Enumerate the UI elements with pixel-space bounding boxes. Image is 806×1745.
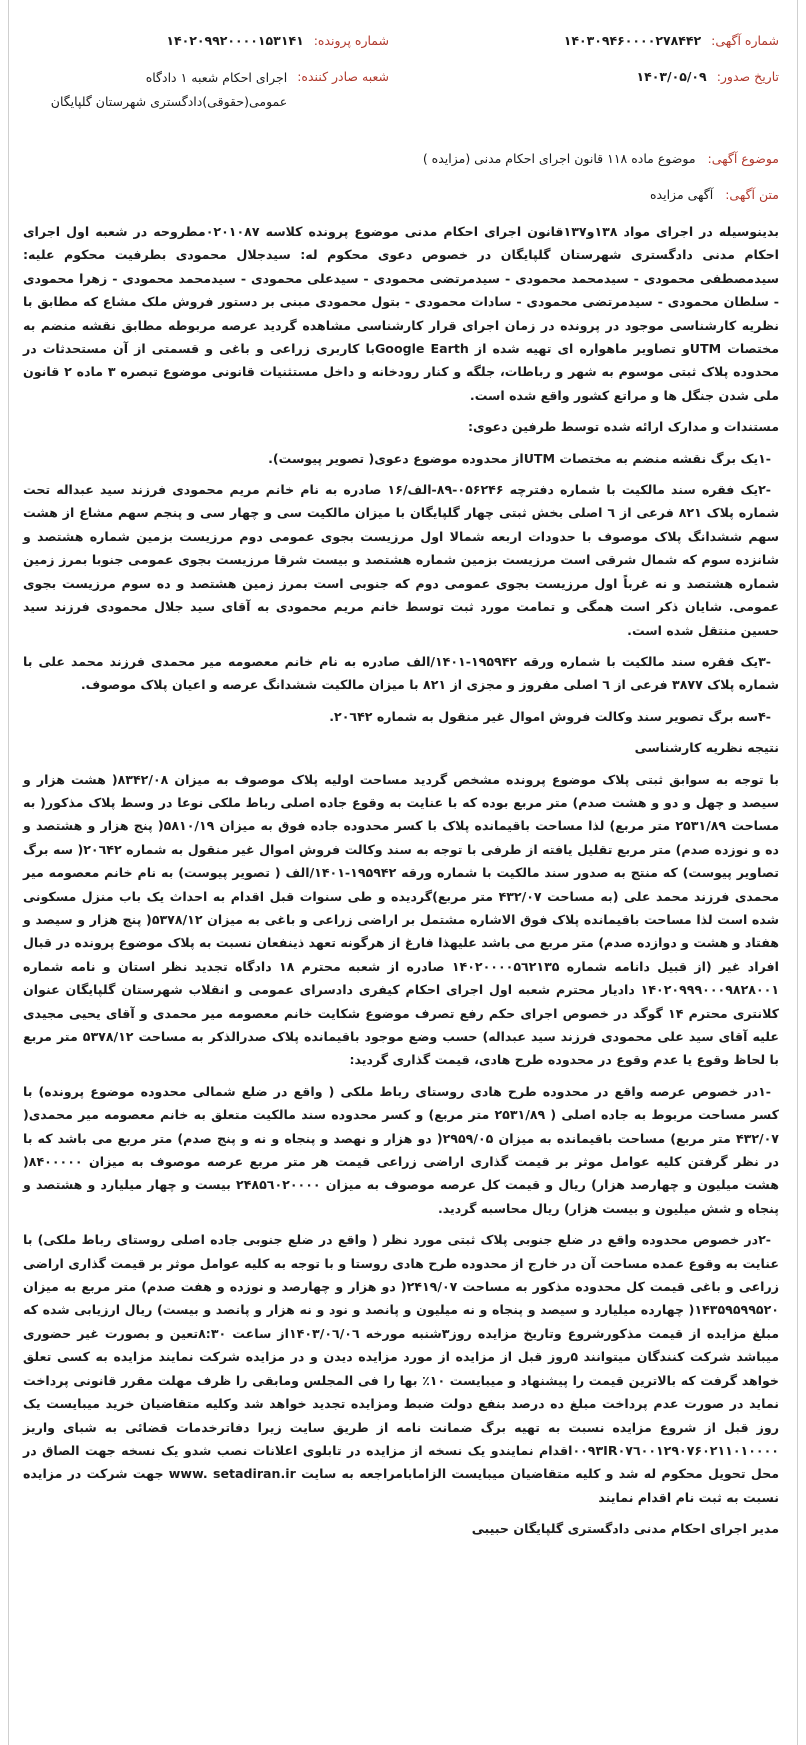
text-title-label: متن آگهی:	[725, 187, 779, 202]
text-title-value: آگهی مزایده	[650, 187, 714, 202]
doc-item-1: -۱یک برگ نقشه منضم به مختصات UTMاز محدوده موضوع دعوی( تصویر پیوست).	[268, 450, 771, 466]
ad-number-value: ۱۴۰۳۰۹۴۶۰۰۰۰۲۷۸۴۴۲	[563, 33, 702, 48]
issuing-branch-cell	[7, 66, 389, 114]
expert-text: با توجه به سوابق ثبتی پلاک موضوع پرونده مشخص گردید مساحت اولیه پلاک موصوف به میزان ۸۳۴۲/۰۸( هشت هزار و سیصد و چهل و دو و هشت صدم) متر مربع بوده که با عنایت به وقوع جاده اصلی رباط ملکی نوعا در وسط پلاک مذکور( به مساحت ۲۵۳۱/۸۹ متر مربع) لذا مساحت باقیمانده پلاک با کسر محدوده جاده فوق به میزان ۵۸۱۰/۱۹( پنج هزار و هشتصد و ده و نوزده صدم) متر مربع تقلیل یافته از طرفی با توجه به سند وکالت فروش اموال غیر منقول به شماره ۲۰٦۴۲( سه برگ تصاویر پیوست) که منتج به صدور سند مالکیت با شماره ورقه ۱۹۵۹۴۲-۱۴۰۱/الف ( تصویر پیوست) به نام خانم معصومه میر محمدی فرزند محمد علی (به مساحت ۴۳۲/۰۷ متر مربع)گردیده و طی سنوات قبل اقدام به احداث یک باب منزل مسکونی شده است لذا مساحت باقیمانده پلاک فوق الاشاره مشتمل بر اراضی زراعی و باغی به میزان ۵۳۷۸/۱۲( پنج هزار و سیصد و هفتاد و هشت و دوازده صدم) متر مربع می باشد علیهذا فارغ از هرگونه تعهد ذینفعان نسبت به پلاک موضوع پرونده در قبال افراد غیر (از قبیل دانامه شماره ۱۴۰۲۰۰۰۰۵٦۲۱۳۵ صادره از شعبه محترم ۱۸ دادگاه تجدید نظر استان و نامه شماره ۱۴۰۲۰۹۹۹۰۰۰۹۸۲۸۰۰۱ دادیار محترم شعبه اول اجرای احکام کیفری دادسرای عمومی و انقلاب شهرستان گلپایگان عنوان کلانتری محترم ۱۴ گوگد در خصوص اجرای حکم رفع تصرف موضوع شکایت خانم معصومه میر محمدی و آقای یحیی مجیدی علیه آقای سید علی محمودی فرزند سید عبداله) حسب وضع موجود باقیمانده پلاک صدرالذکر به مساحت ۵۳۷۸/۱۲ متر مربع با لحاظ وقوع یا عدم وقوع در محدوده طرح هادی، قیمت گذاری گردید:	[23, 771, 780, 1068]
issuing-branch-label: شعبه صادر کننده:	[297, 69, 389, 84]
case-number-cell	[23, 30, 389, 52]
subject-row	[23, 148, 779, 170]
case-number-value: ۱۴۰۲۰۹۹۲۰۰۰۰۱۵۳۱۴۱	[166, 33, 304, 48]
text-title-row	[23, 184, 779, 206]
notice-page	[8, 0, 798, 1745]
header-row-1	[23, 30, 779, 56]
issue-date-label: تاریخ صدور:	[716, 69, 779, 84]
case-number-label: شماره پرونده:	[313, 33, 389, 48]
ad-number-cell	[389, 30, 779, 52]
issue-date-value: ۱۴۰۳/۰۵/۰۹	[636, 69, 707, 84]
issuing-branch-value: اجرای احکام شعبه ۱ دادگاه عمومی(حقوقی)دادگستری شهرستان گلپایگان	[50, 70, 288, 109]
doc-item-2: -۲یک فقره سند مالکیت با شماره دفترچه ۰۵۶۲۴۶-۸۹-الف/۱۶ صادره به نام خانم مریم محمودی فرزند سید عبداله تحت شماره پلاک ۸۲۱ فرعی از ٦ اصلی بخش ثبتی چهار گلپایگان با میزان مالکیت سی و چهار سی و پنجم سهم مشاع از هشت سهم ششدانگ پلاک موصوف با حدودات اربعه شمالا اول مرزیست بجوی عمومی دوم مرزیست بزمین شماره هشتصد و شانزده سوم که شمال شرقی است مرزیست بزمین شماره هشتصد و بیست شرقا مرزیست بجوی عمومی جنوبا بمرز زمین شماره هشتصد و نه غرباً اول مرزیست بجوی عمومی دوم که جنوبی است بمرز زمین هشتصد و ده سوم مرزیست بجوی عمومی. شایان ذکر است همگی و تمامت مورد ثبت توسط خانم مریم محمودی به آقای سید جلال محمودی فرزند سید حسین منتقل شده است.	[23, 482, 780, 638]
body-intro: بدینوسیله در اجرای مواد ۱۳۸و۱۳۷قانون اجرای احکام مدنی موضوع پرونده کلاسه ۰۲۰۱۰۸۷مطروحه در شعبه اول اجرای احکام مدنی دادگستری شهرستان گلپایگان در خصوص دعوی محکوم له: سیدجلال محمودی بطرفیت محکوم علیه: سیدمصطفی محمودی - سیدمحمد محمودی - سیدمرتضی محمودی - سیدعلی محمودی - سیدمحمد محمودی - زهرا محمودی - سلطان محمودی - سیدمرتضی محمودی - سادات محمودی - بتول محمودی مبنی بر دستور فروش ملک مشاع که مطابق با نظریه کارشناسی موجود در پرونده در زمان اجرای قرار کارشناسی مشاهده گردید عرصه مربوطه مطابق نقشه منضم به مختصات UTMو تصاویر ماهواره ای تهیه شده از Google Earthبا کاربری زراعی و باغی و قسمتی از آن مستحدثات در محدوده پلاک ثبتی موسوم به شهر و رباطات، جلگه و کنار رودخانه و داخل مستثنیات قانونی موضوع تبصره ۳ ماده ۲ قانون ملی شدن جنگل ها و مراتع کشور واقع شده است.	[23, 224, 780, 403]
ad-number-label: شماره آگهی:	[711, 33, 779, 48]
subject-label: موضوع آگهی:	[707, 151, 779, 166]
doc-item-4: -۴سه برگ تصویر سند وکالت فروش اموال غیر منقول به شماره ۲۰٦۴۲.	[329, 708, 771, 724]
pricing-item-1: -۱در خصوص عرصه واقع در محدوده طرح هادی روستای رباط ملکی ( واقع در ضلع شمالی محدوده موضوع پرونده) با کسر مساحت مربوط به جاده اصلی ( ۲۵۳۱/۸۹ متر مربع) و کسر محدوده سند مالکیت متعلق به خانم معصومه میر محمدی( ۴۳۲/۰۷ متر مربع) مساحت باقیمانده به میزان ۲۹۵۹/۰۵( دو هزار و نهصد و پنجاه و نه و پنج صدم) متر مربع می باشد که با در نظر گرفتن کلیه عوامل موثر بر قیمت گذاری اراضی زراعی قیمت هر متر مربع عرصه موصوف به میزان ۸۴۰۰۰۰۰( هشت میلیون و چهارصد هزار) ریال و قیمت کل عرصه موصوف به میزان ۲۴۸۵٦۰۲۰۰۰۰ بیست و چهار میلیارد و هشتصد و پنجاه و شش میلیون و بیست هزار) ریال محاسبه گردید.	[23, 1083, 779, 1216]
notice-body	[23, 220, 779, 1541]
subject-value: موضوع ماده ۱۱۸ قانون اجرای احکام مدنی (مزایده )	[422, 151, 696, 166]
issue-date-cell	[389, 66, 779, 88]
doc-item-3: -۳یک فقره سند مالکیت با شماره ورقه ۱۹۵۹۴۲-۱۴۰۱/الف صادره به نام خانم معصومه میر محمدی فرزند محمد علی با شماره پلاک ۳۸۷۷ فرعی از ٦ اصلی مفروز و مجزی از ۸۲۱ با میزان مالکیت ششدانگ عرصه و اعیان پلاک موصوف.	[23, 653, 779, 693]
header-row-2	[23, 66, 779, 114]
expert-heading: نتیجه نظریه کارشناسی	[634, 740, 779, 756]
docs-heading: مستندات و مدارک ارائه شده توسط طرفین دعوی:	[468, 419, 779, 435]
pricing-item-2: -۲در خصوص محدوده واقع در ضلع جنوبی پلاک ثبتی مورد نظر ( واقع در ضلع جنوبی جاده اصلی روستای رباط ملکی) با عنایت به وقوع عمده مساحت آن در خارج از محدوده طرح هادی روستا و با توجه به کلیه عوامل موثر بر قیمت گذاری اراضی زراعی و باغی قیمت کل محدوده مذکور به مساحت ۲۴۱۹/۰۷( دو هزار و چهارصد و نوزده و هفت صدم) متر مربع به میزان ۱۴۳۵۹۵۹۹۵۲۰( چهارده میلیارد و سیصد و پنجاه و نه میلیون و پانصد و نود و نه هزار و پانصد و بیست) ریال ارزیابی شده که مبلغ مزایده از قیمت مذکورشروع وتاریخ مزایده روز۳شنبه مورخه ۱۴۰۳/۰٦/۰٦از ساعت ۸:۳۰تعین و بصورت غیر حضوری میباشد شرکت کنندگان میتوانند ۵روز قبل از مزایده از مورد مزایده دیدن و در مزایده شرکت نمایند مزایده به کسی تعلق خواهد گرفت که بالاترین قیمت را پیشنهاد و میبایست ۱۰٪ بها را فی المجلس ومابقی را ظرف مهلت مقرر قانونی پرداخت نماید در صورت عدم پرداخت مبلغ ده درصد بنفع دولت ضبط ومزایده تجدید خواهد شد وکلیه متقاضیان خرید میبایست یک روز قبل از شروع مزایده نسبت به تهیه برگ ضمانت نامه از طریق سایت زیرا دفاترخدمات قضائی به شبای واریز ۰۰۹۳IR۰۷٦۰۰۱۲۹۰۷۶۰۲۱۱۰۱۰۰۰۰اقدام نمایندو یک نسخه از مزایده در تابلوی اعلانات نصب شدو یک نسخه جهت الصاق در محل تحویل محکوم له شد و کلیه متقاضیان میبایست الزامابامراجعه به سایت www. setadiran.ir جهت شرکت در مزایده نسبت به ثبت نام اقدام نمایند	[23, 1232, 780, 1505]
signature: مدیر اجرای احکام مدنی دادگستری گلپایگان حبیبی	[471, 1521, 779, 1537]
